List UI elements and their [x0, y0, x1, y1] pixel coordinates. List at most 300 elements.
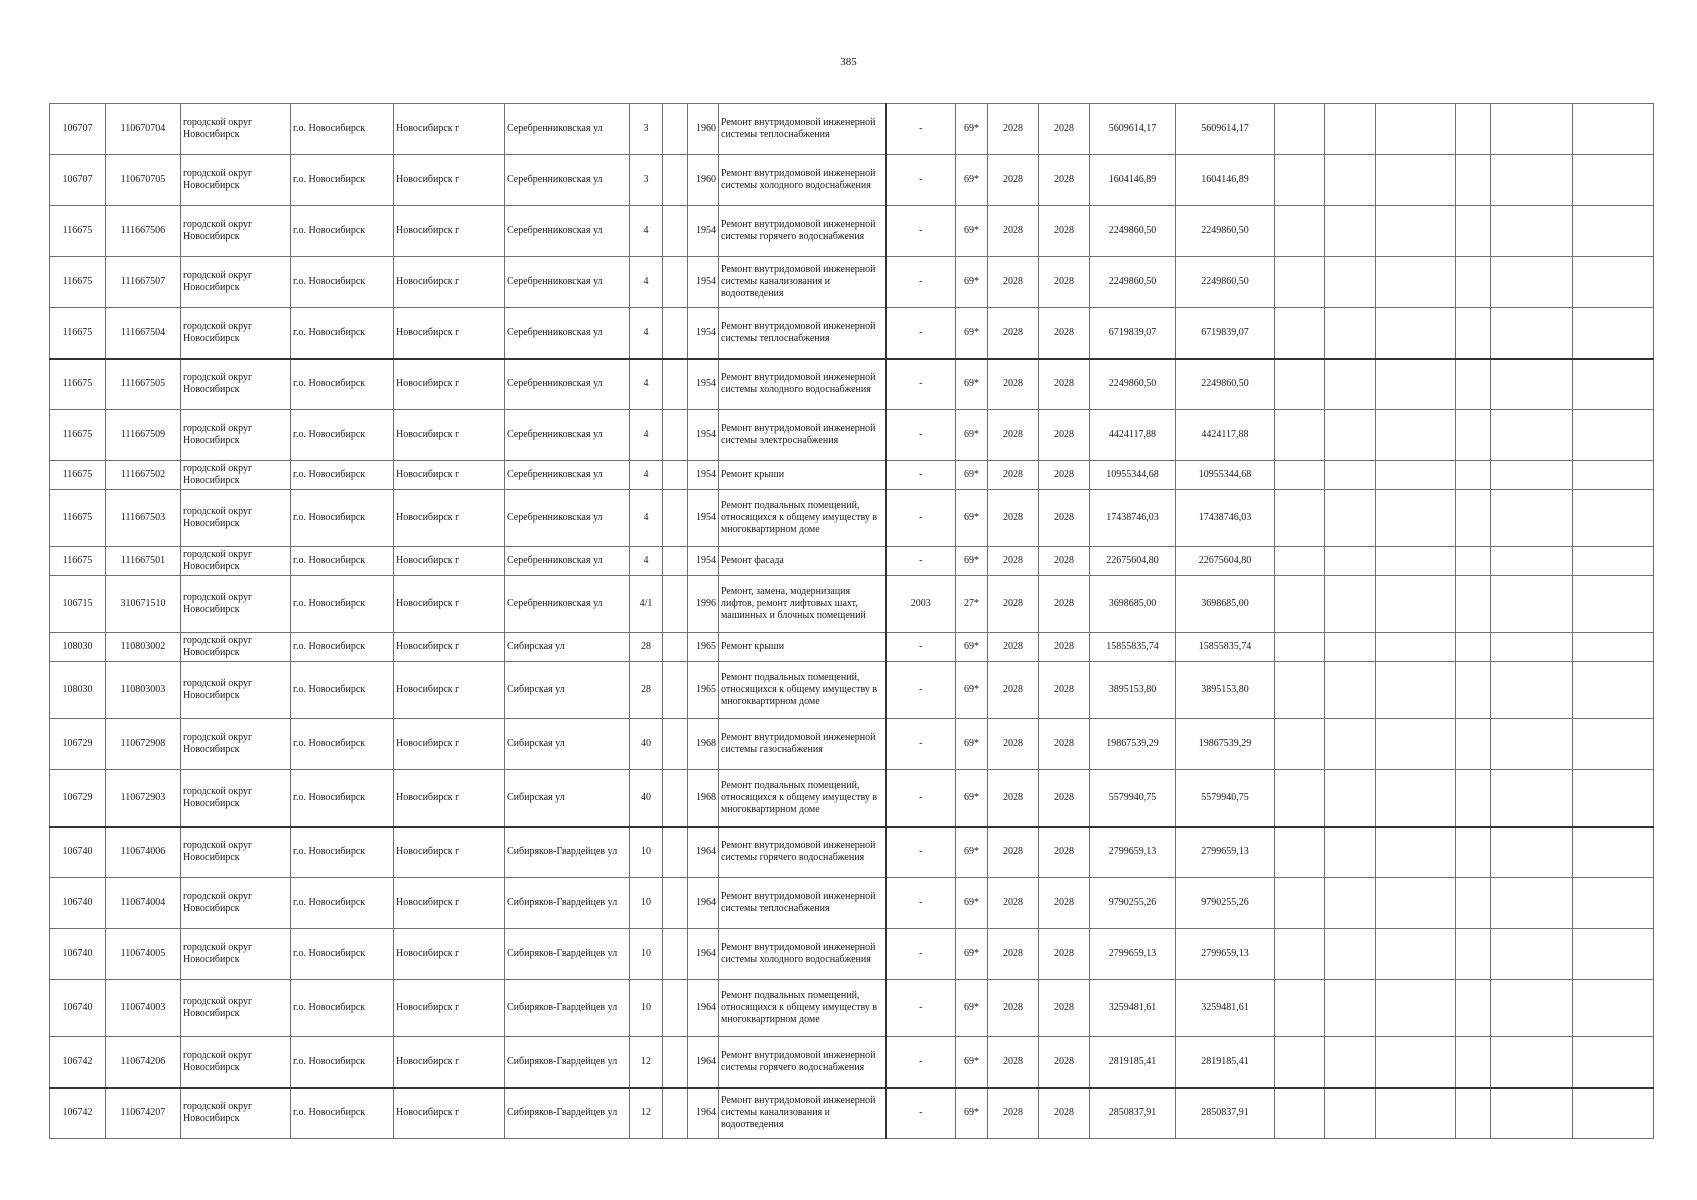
cell-cost: 4424117,88 — [1090, 410, 1176, 461]
cell-work-type: Ремонт крыши — [719, 461, 886, 490]
cell-building-id: 116675 — [50, 359, 106, 410]
cell-municipality: г.о. Новосибирск — [291, 576, 394, 633]
cell-house: 40 — [630, 719, 663, 770]
cell-house: 28 — [630, 662, 663, 719]
cell-empty — [1573, 410, 1654, 461]
cell-year-to: 2028 — [1039, 878, 1090, 929]
cell-building-id: 106740 — [50, 929, 106, 980]
cell-empty — [1325, 206, 1376, 257]
cell-empty — [1491, 1037, 1573, 1088]
cell-empty — [1325, 155, 1376, 206]
cell-year-to: 2028 — [1039, 359, 1090, 410]
cell-wear: 69* — [956, 878, 988, 929]
cell-municipality: г.о. Новосибирск — [291, 1037, 394, 1088]
cell-district: городской округ Новосибирск — [181, 719, 291, 770]
cell-year-from: 2028 — [988, 155, 1039, 206]
cell-cost: 10955344,68 — [1090, 461, 1176, 490]
cell-year-from: 2028 — [988, 770, 1039, 827]
cell-empty — [1325, 1088, 1376, 1139]
cell-house: 4 — [630, 308, 663, 359]
cell-empty — [1456, 308, 1491, 359]
cell-last-repair: 2003 — [886, 576, 956, 633]
cell-empty — [1573, 308, 1654, 359]
cell-empty — [1573, 490, 1654, 547]
cell-wear: 69* — [956, 633, 988, 662]
cell-building — [663, 878, 688, 929]
cell-building-id: 106740 — [50, 827, 106, 878]
cell-year-to: 2028 — [1039, 719, 1090, 770]
cell-street: Сибиряков-Гвардейцев ул — [505, 878, 630, 929]
cell-empty — [1325, 719, 1376, 770]
cell-building-id: 116675 — [50, 490, 106, 547]
cell-construction-year: 1954 — [688, 410, 719, 461]
cell-last-repair: - — [886, 547, 956, 576]
cell-city: Новосибирск г — [394, 410, 505, 461]
cell-empty — [1275, 662, 1325, 719]
cell-year-from: 2028 — [988, 461, 1039, 490]
cell-empty — [1275, 719, 1325, 770]
cell-city: Новосибирск г — [394, 155, 505, 206]
cell-year-to: 2028 — [1039, 929, 1090, 980]
cell-building-id: 108030 — [50, 662, 106, 719]
cell-year-from: 2028 — [988, 662, 1039, 719]
cell-year-to: 2028 — [1039, 490, 1090, 547]
cell-empty — [1325, 827, 1376, 878]
cell-building-id: 108030 — [50, 633, 106, 662]
cell-empty — [1573, 770, 1654, 827]
cell-district: городской округ Новосибирск — [181, 929, 291, 980]
cell-construction-year: 1954 — [688, 257, 719, 308]
cell-district: городской округ Новосибирск — [181, 490, 291, 547]
cell-work-type: Ремонт внутридомовой инженерной системы теплоснабжения — [719, 104, 886, 155]
cell-empty — [1456, 827, 1491, 878]
cell-street: Сибиряков-Гвардейцев ул — [505, 1037, 630, 1088]
table-row — [50, 719, 1654, 770]
cell-wear: 69* — [956, 155, 988, 206]
cell-work-code: 110803002 — [106, 633, 181, 662]
cell-house: 4/1 — [630, 576, 663, 633]
cell-building-id: 106740 — [50, 980, 106, 1037]
cell-empty — [1456, 490, 1491, 547]
cell-empty — [1573, 633, 1654, 662]
cell-year-from: 2028 — [988, 490, 1039, 547]
cell-house: 4 — [630, 490, 663, 547]
cell-city: Новосибирск г — [394, 308, 505, 359]
cell-house: 12 — [630, 1037, 663, 1088]
cell-last-repair: - — [886, 257, 956, 308]
cell-construction-year: 1954 — [688, 308, 719, 359]
cell-empty — [1573, 827, 1654, 878]
cell-year-to: 2028 — [1039, 827, 1090, 878]
table-row — [50, 770, 1654, 827]
cell-district: городской округ Новосибирск — [181, 206, 291, 257]
cell-wear: 69* — [956, 410, 988, 461]
cell-work-type: Ремонт подвальных помещений, относящихся к общему имуществу в многоквартирном доме — [719, 980, 886, 1037]
cell-empty — [1491, 929, 1573, 980]
cell-building — [663, 155, 688, 206]
cell-work-code: 111667509 — [106, 410, 181, 461]
cell-city: Новосибирск г — [394, 770, 505, 827]
cell-building — [663, 929, 688, 980]
table-row — [50, 410, 1654, 461]
cell-empty — [1325, 461, 1376, 490]
cell-cost-total: 15855835,74 — [1176, 633, 1275, 662]
cell-work-code: 111667506 — [106, 206, 181, 257]
cell-building — [663, 770, 688, 827]
cell-empty — [1376, 770, 1456, 827]
cell-empty — [1376, 410, 1456, 461]
cell-cost-total: 9790255,26 — [1176, 878, 1275, 929]
cell-street: Сибирская ул — [505, 770, 630, 827]
cell-work-type: Ремонт фасада — [719, 547, 886, 576]
cell-municipality: г.о. Новосибирск — [291, 719, 394, 770]
cell-street: Сибиряков-Гвардейцев ул — [505, 929, 630, 980]
table-row — [50, 257, 1654, 308]
cell-cost-total: 1604146,89 — [1176, 155, 1275, 206]
cell-empty — [1376, 878, 1456, 929]
cell-empty — [1275, 206, 1325, 257]
cell-year-to: 2028 — [1039, 662, 1090, 719]
cell-empty — [1376, 827, 1456, 878]
cell-empty — [1491, 104, 1573, 155]
cell-work-code: 110670704 — [106, 104, 181, 155]
table-row — [50, 155, 1654, 206]
cell-work-type: Ремонт внутридомовой инженерной системы горячего водоснабжения — [719, 827, 886, 878]
cell-empty — [1376, 547, 1456, 576]
cell-empty — [1456, 770, 1491, 827]
cell-empty — [1491, 576, 1573, 633]
cell-last-repair: - — [886, 461, 956, 490]
cell-district: городской округ Новосибирск — [181, 827, 291, 878]
cell-construction-year: 1954 — [688, 547, 719, 576]
cell-street: Сибиряков-Гвардейцев ул — [505, 980, 630, 1037]
cell-municipality: г.о. Новосибирск — [291, 155, 394, 206]
cell-empty — [1275, 359, 1325, 410]
cell-work-code: 110803003 — [106, 662, 181, 719]
table-row — [50, 104, 1654, 155]
cell-construction-year: 1964 — [688, 980, 719, 1037]
cell-empty — [1275, 929, 1325, 980]
cell-work-code: 111667507 — [106, 257, 181, 308]
cell-work-code: 110674006 — [106, 827, 181, 878]
cell-construction-year: 1960 — [688, 104, 719, 155]
cell-street: Серебренниковская ул — [505, 257, 630, 308]
cell-cost: 2850837,91 — [1090, 1088, 1176, 1139]
cell-street: Серебренниковская ул — [505, 576, 630, 633]
cell-street: Серебренниковская ул — [505, 155, 630, 206]
cell-empty — [1491, 359, 1573, 410]
cell-empty — [1491, 770, 1573, 827]
cell-empty — [1376, 929, 1456, 980]
cell-district: городской округ Новосибирск — [181, 1037, 291, 1088]
cell-municipality: г.о. Новосибирск — [291, 359, 394, 410]
cell-district: городской округ Новосибирск — [181, 633, 291, 662]
cell-empty — [1456, 104, 1491, 155]
cell-construction-year: 1954 — [688, 359, 719, 410]
cell-last-repair: - — [886, 662, 956, 719]
cell-work-code: 110674207 — [106, 1088, 181, 1139]
cell-municipality: г.о. Новосибирск — [291, 308, 394, 359]
cell-last-repair: - — [886, 155, 956, 206]
cell-building-id: 116675 — [50, 308, 106, 359]
cell-construction-year: 1954 — [688, 206, 719, 257]
cell-work-type: Ремонт внутридомовой инженерной системы горячего водоснабжения — [719, 1037, 886, 1088]
cell-municipality: г.о. Новосибирск — [291, 257, 394, 308]
cell-house: 10 — [630, 929, 663, 980]
cell-empty — [1325, 576, 1376, 633]
cell-work-type: Ремонт подвальных помещений, относящихся к общему имуществу в многоквартирном доме — [719, 662, 886, 719]
cell-last-repair: - — [886, 929, 956, 980]
cell-empty — [1376, 1088, 1456, 1139]
cell-year-from: 2028 — [988, 410, 1039, 461]
cell-year-from: 2028 — [988, 1037, 1039, 1088]
cell-last-repair: - — [886, 980, 956, 1037]
cell-construction-year: 1968 — [688, 719, 719, 770]
cell-cost: 17438746,03 — [1090, 490, 1176, 547]
cell-last-repair: - — [886, 490, 956, 547]
cell-wear: 69* — [956, 929, 988, 980]
cell-empty — [1376, 633, 1456, 662]
cell-building — [663, 490, 688, 547]
cell-empty — [1275, 490, 1325, 547]
cell-wear: 69* — [956, 461, 988, 490]
cell-cost-total: 2249860,50 — [1176, 359, 1275, 410]
cell-empty — [1456, 257, 1491, 308]
cell-work-type: Ремонт внутридомовой инженерной системы теплоснабжения — [719, 308, 886, 359]
cell-empty — [1456, 461, 1491, 490]
cell-construction-year: 1964 — [688, 878, 719, 929]
cell-wear: 69* — [956, 359, 988, 410]
cell-empty — [1573, 257, 1654, 308]
cell-cost: 3698685,00 — [1090, 576, 1176, 633]
cell-last-repair: - — [886, 719, 956, 770]
cell-work-code: 110670705 — [106, 155, 181, 206]
cell-street: Серебренниковская ул — [505, 359, 630, 410]
cell-empty — [1325, 1037, 1376, 1088]
cell-district: городской округ Новосибирск — [181, 359, 291, 410]
cell-cost: 22675604,80 — [1090, 547, 1176, 576]
cell-cost-total: 5609614,17 — [1176, 104, 1275, 155]
cell-empty — [1491, 980, 1573, 1037]
cell-construction-year: 1964 — [688, 1037, 719, 1088]
cell-work-type: Ремонт внутридомовой инженерной системы электроснабжения — [719, 410, 886, 461]
cell-work-type: Ремонт внутридомовой инженерной системы газоснабжения — [719, 719, 886, 770]
cell-empty — [1325, 770, 1376, 827]
cell-building — [663, 104, 688, 155]
cell-street: Сибиряков-Гвардейцев ул — [505, 827, 630, 878]
cell-empty — [1376, 490, 1456, 547]
cell-city: Новосибирск г — [394, 576, 505, 633]
cell-empty — [1275, 547, 1325, 576]
cell-cost: 2249860,50 — [1090, 257, 1176, 308]
cell-district: городской округ Новосибирск — [181, 1088, 291, 1139]
cell-building — [663, 461, 688, 490]
cell-city: Новосибирск г — [394, 104, 505, 155]
cell-work-code: 110674004 — [106, 878, 181, 929]
table-row — [50, 461, 1654, 490]
cell-municipality: г.о. Новосибирск — [291, 206, 394, 257]
cell-district: городской округ Новосибирск — [181, 662, 291, 719]
cell-municipality: г.о. Новосибирск — [291, 410, 394, 461]
cell-year-from: 2028 — [988, 359, 1039, 410]
cell-empty — [1376, 104, 1456, 155]
cell-year-to: 2028 — [1039, 770, 1090, 827]
cell-empty — [1456, 206, 1491, 257]
cell-empty — [1573, 104, 1654, 155]
cell-last-repair: - — [886, 359, 956, 410]
cell-municipality: г.о. Новосибирск — [291, 662, 394, 719]
cell-work-type: Ремонт внутридомовой инженерной системы теплоснабжения — [719, 878, 886, 929]
cell-cost: 2249860,50 — [1090, 206, 1176, 257]
table-row — [50, 1037, 1654, 1088]
cell-construction-year: 1964 — [688, 827, 719, 878]
cell-building-id: 106729 — [50, 719, 106, 770]
cell-year-from: 2028 — [988, 308, 1039, 359]
cell-empty — [1456, 410, 1491, 461]
cell-building-id: 116675 — [50, 547, 106, 576]
cell-last-repair: - — [886, 1037, 956, 1088]
cell-house: 4 — [630, 461, 663, 490]
cell-wear: 69* — [956, 104, 988, 155]
cell-empty — [1275, 827, 1325, 878]
cell-work-type: Ремонт внутридомовой инженерной системы канализования и водоотведения — [719, 257, 886, 308]
cell-municipality: г.о. Новосибирск — [291, 929, 394, 980]
cell-empty — [1456, 1088, 1491, 1139]
cell-wear: 69* — [956, 257, 988, 308]
cell-cost: 6719839,07 — [1090, 308, 1176, 359]
cell-wear: 69* — [956, 547, 988, 576]
cell-empty — [1491, 633, 1573, 662]
cell-cost-total: 22675604,80 — [1176, 547, 1275, 576]
cell-building — [663, 1088, 688, 1139]
cell-empty — [1325, 980, 1376, 1037]
cell-construction-year: 1954 — [688, 461, 719, 490]
cell-building — [663, 206, 688, 257]
cell-work-code: 110672908 — [106, 719, 181, 770]
table-row — [50, 929, 1654, 980]
cell-cost-total: 2799659,13 — [1176, 827, 1275, 878]
cell-empty — [1376, 461, 1456, 490]
cell-municipality: г.о. Новосибирск — [291, 490, 394, 547]
cell-cost-total: 2249860,50 — [1176, 206, 1275, 257]
cell-building — [663, 359, 688, 410]
cell-city: Новосибирск г — [394, 257, 505, 308]
cell-district: городской округ Новосибирск — [181, 878, 291, 929]
cell-empty — [1275, 410, 1325, 461]
cell-house: 4 — [630, 547, 663, 576]
cell-city: Новосибирск г — [394, 1088, 505, 1139]
cell-empty — [1325, 308, 1376, 359]
cell-building-id: 116675 — [50, 257, 106, 308]
cell-work-code: 111667503 — [106, 490, 181, 547]
cell-work-code: 110674005 — [106, 929, 181, 980]
cell-district: городской округ Новосибирск — [181, 770, 291, 827]
cell-work-code: 110674206 — [106, 1037, 181, 1088]
cell-house: 4 — [630, 206, 663, 257]
cell-empty — [1325, 257, 1376, 308]
cell-empty — [1275, 633, 1325, 662]
cell-empty — [1573, 662, 1654, 719]
cell-wear: 69* — [956, 308, 988, 359]
cell-year-from: 2028 — [988, 719, 1039, 770]
cell-empty — [1491, 827, 1573, 878]
cell-empty — [1376, 662, 1456, 719]
cell-cost-total: 17438746,03 — [1176, 490, 1275, 547]
cell-house: 4 — [630, 410, 663, 461]
cell-work-type: Ремонт подвальных помещений, относящихся к общему имуществу в многоквартирном доме — [719, 770, 886, 827]
cell-year-to: 2028 — [1039, 104, 1090, 155]
cell-empty — [1491, 461, 1573, 490]
cell-work-type: Ремонт внутридомовой инженерной системы холодного водоснабжения — [719, 359, 886, 410]
cell-cost: 2799659,13 — [1090, 827, 1176, 878]
cell-building-id: 106729 — [50, 770, 106, 827]
table-row — [50, 308, 1654, 359]
cell-street: Сибирская ул — [505, 633, 630, 662]
cell-year-from: 2028 — [988, 547, 1039, 576]
cell-year-from: 2028 — [988, 206, 1039, 257]
cell-empty — [1456, 662, 1491, 719]
cell-empty — [1325, 410, 1376, 461]
cell-building-id: 106707 — [50, 104, 106, 155]
cell-empty — [1573, 206, 1654, 257]
cell-last-repair: - — [886, 104, 956, 155]
cell-work-code: 110674003 — [106, 980, 181, 1037]
cell-empty — [1376, 359, 1456, 410]
cell-empty — [1275, 155, 1325, 206]
cell-last-repair: - — [886, 1088, 956, 1139]
cell-year-from: 2028 — [988, 1088, 1039, 1139]
cell-building-id: 106740 — [50, 878, 106, 929]
cell-year-from: 2028 — [988, 929, 1039, 980]
cell-empty — [1325, 662, 1376, 719]
cell-year-to: 2028 — [1039, 155, 1090, 206]
table-row — [50, 490, 1654, 547]
cell-street: Серебренниковская ул — [505, 490, 630, 547]
cell-year-to: 2028 — [1039, 410, 1090, 461]
cell-last-repair: - — [886, 878, 956, 929]
cell-house: 28 — [630, 633, 663, 662]
page-number: 385 — [840, 56, 857, 68]
cell-empty — [1573, 461, 1654, 490]
cell-city: Новосибирск г — [394, 490, 505, 547]
cell-empty — [1325, 359, 1376, 410]
cell-house: 4 — [630, 257, 663, 308]
cell-empty — [1491, 410, 1573, 461]
cell-empty — [1275, 104, 1325, 155]
cell-cost-total: 2799659,13 — [1176, 929, 1275, 980]
cell-wear: 27* — [956, 576, 988, 633]
cell-year-to: 2028 — [1039, 461, 1090, 490]
cell-building — [663, 547, 688, 576]
cell-last-repair: - — [886, 206, 956, 257]
cell-empty — [1456, 576, 1491, 633]
cell-building — [663, 308, 688, 359]
cell-cost-total: 3259481,61 — [1176, 980, 1275, 1037]
cell-wear: 69* — [956, 980, 988, 1037]
cell-year-to: 2028 — [1039, 1037, 1090, 1088]
table-row — [50, 980, 1654, 1037]
cell-work-code: 310671510 — [106, 576, 181, 633]
cell-cost: 9790255,26 — [1090, 878, 1176, 929]
cell-city: Новосибирск г — [394, 980, 505, 1037]
cell-city: Новосибирск г — [394, 929, 505, 980]
cell-house: 10 — [630, 980, 663, 1037]
cell-construction-year: 1960 — [688, 155, 719, 206]
cell-empty — [1275, 1088, 1325, 1139]
cell-cost-total: 2819185,41 — [1176, 1037, 1275, 1088]
cell-empty — [1456, 1037, 1491, 1088]
cell-empty — [1573, 155, 1654, 206]
